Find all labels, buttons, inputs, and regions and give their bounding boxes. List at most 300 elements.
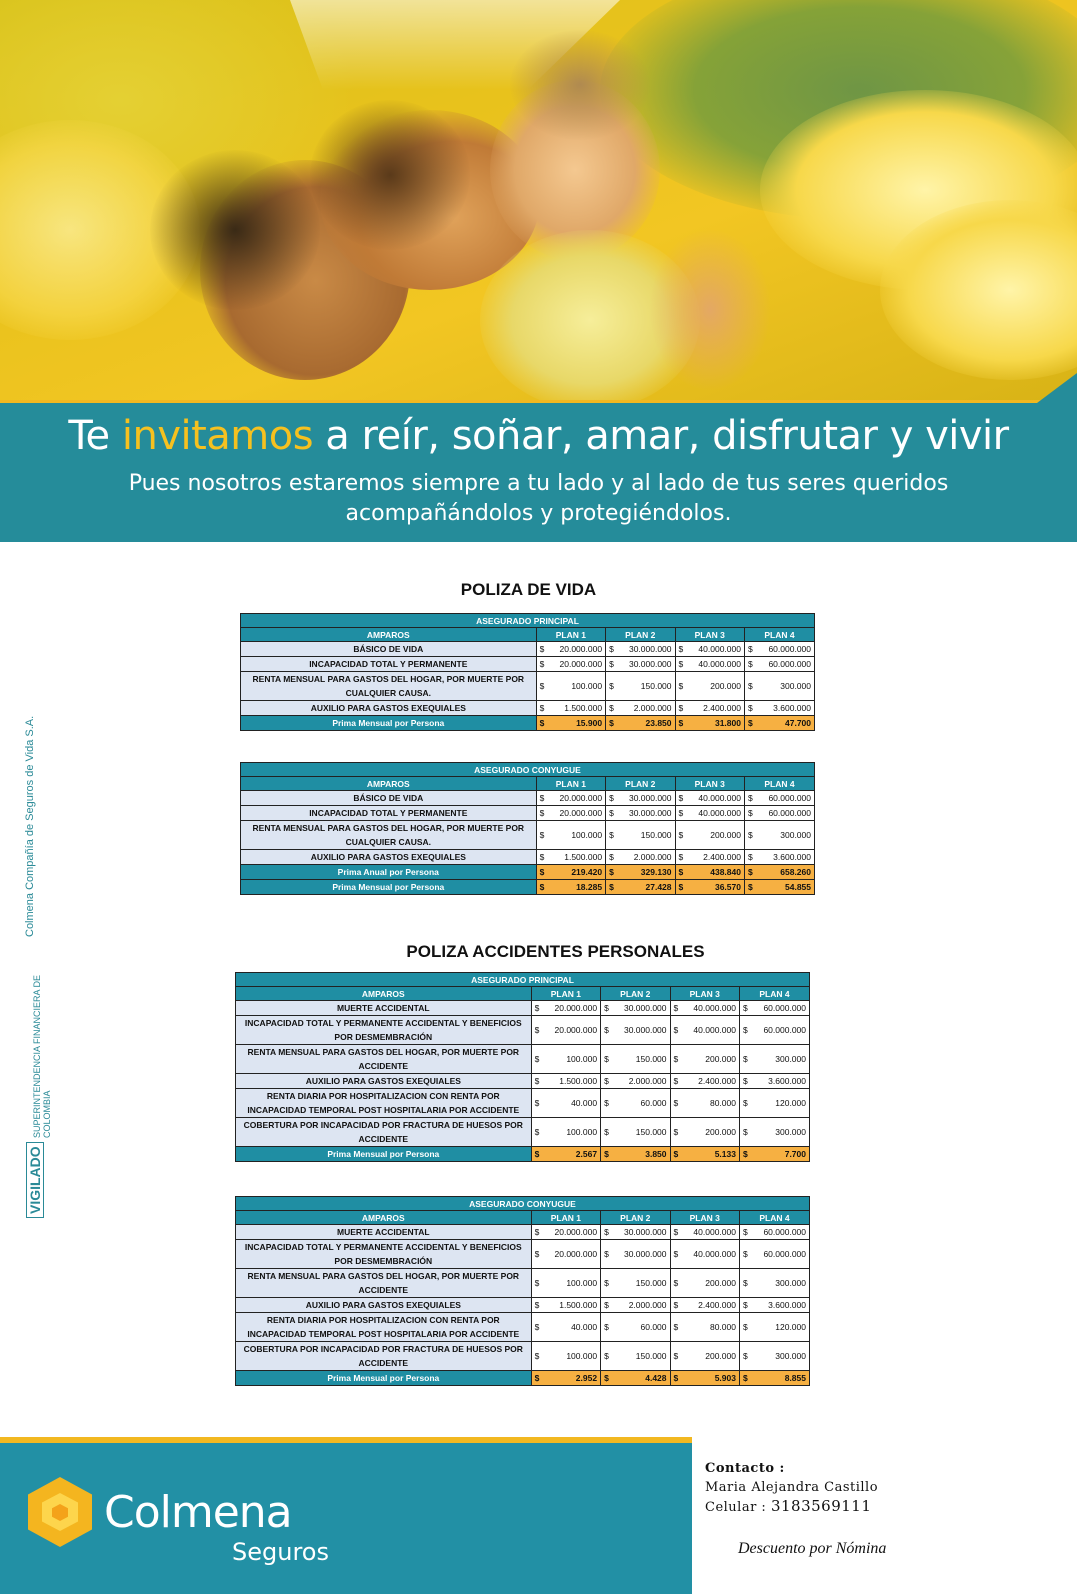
plan-value: 200.000: [705, 1054, 736, 1064]
table-row: [241, 821, 815, 850]
plan-value: 20.000.000: [559, 659, 603, 669]
plan-value: 150.000: [640, 830, 672, 840]
plan-value-cell: [744, 642, 814, 657]
plan-value-cell: [531, 1313, 600, 1342]
plan-value: 2.000.000: [633, 703, 672, 713]
table-row: [236, 1240, 810, 1269]
currency-symbol: $: [742, 1300, 748, 1310]
plan-value-cell: [606, 672, 675, 701]
group-header: ASEGURADO CONYUGUE: [241, 763, 815, 777]
row-label: INCAPACIDAD TOTAL Y PERMANENTE: [241, 806, 537, 821]
currency-symbol: $: [678, 659, 684, 669]
currency-symbol: $: [678, 852, 684, 862]
currency-symbol: $: [747, 867, 753, 877]
plan-value: 100.000: [566, 1127, 598, 1137]
plan-value: 1.500.000: [559, 1076, 598, 1086]
plan-value: 20.000.000: [554, 1227, 598, 1237]
row-label: Prima Anual por Persona: [241, 865, 537, 880]
plan-value-cell: [606, 865, 675, 880]
plan-value-cell: [675, 880, 744, 895]
slogan-line-2: Pues nosotros estaremos siempre a tu lado y al lado de tus seres queridos: [128, 471, 949, 496]
currency-symbol: $: [604, 1098, 609, 1108]
brand-subtitle: Seguros: [232, 1538, 329, 1566]
plan-header: PLAN 3: [670, 1211, 739, 1225]
plan-value-cell: [744, 880, 814, 895]
plan-value: 3.600.000: [773, 852, 811, 862]
currency-symbol: $: [747, 830, 753, 840]
plan-value-cell: [670, 1118, 739, 1147]
plan-header: PLAN 1: [531, 987, 600, 1001]
plan-value: 30.000.000: [628, 793, 672, 803]
plan-value-cell: [601, 1147, 670, 1162]
group-header: ASEGURADO CONYUGUE: [236, 1197, 810, 1211]
plan-value: 47.700: [785, 718, 811, 728]
plan-value: 20.000.000: [559, 808, 603, 818]
currency-symbol: $: [609, 681, 614, 691]
plan-value-cell: [601, 1045, 670, 1074]
currency-symbol: $: [609, 852, 614, 862]
row-label: MUERTE ACCIDENTAL: [236, 1225, 532, 1240]
currency-symbol: $: [673, 1249, 679, 1259]
plan-value-cell: [739, 1118, 809, 1147]
currency-symbol: $: [673, 1054, 679, 1064]
plan-value-cell: [531, 1147, 600, 1162]
plan-value: 2.000.000: [628, 1300, 667, 1310]
amparos-header: AMPAROS: [241, 777, 537, 791]
currency-symbol: $: [609, 882, 614, 892]
slogan-line-3: acompañándolos y protegiéndolos.: [345, 501, 732, 526]
row-label: COBERTURA POR INCAPACIDAD POR FRACTURA DE HUESOS POR ACCIDENTE: [236, 1118, 532, 1147]
plan-value-cell: [675, 806, 744, 821]
currency-symbol: $: [673, 1373, 679, 1383]
contact-title: Contacto :: [705, 1461, 785, 1476]
row-label: Prima Mensual por Persona: [236, 1147, 532, 1162]
plan-value-cell: [531, 1118, 600, 1147]
phone-label: Celular :: [705, 1500, 771, 1515]
plan-value: 30.000.000: [628, 644, 672, 654]
currency-symbol: $: [673, 1351, 679, 1361]
currency-symbol: $: [604, 1054, 609, 1064]
currency-symbol: $: [673, 1003, 679, 1013]
plan-value-cell: [675, 657, 744, 672]
table-row: [241, 850, 815, 865]
plan-value-cell: [739, 1313, 809, 1342]
table-row: [241, 791, 815, 806]
plan-value-cell: [739, 1074, 809, 1089]
table-row: [236, 1313, 810, 1342]
plan-value: 100.000: [571, 830, 603, 840]
table-row: [241, 657, 815, 672]
plan-value-cell: [601, 1240, 670, 1269]
plan-value-cell: [531, 1074, 600, 1089]
currency-symbol: $: [604, 1373, 609, 1383]
plan-value: 120.000: [775, 1322, 806, 1332]
plan-value: 40.000.000: [693, 1025, 736, 1035]
plan-value-cell: [601, 1313, 670, 1342]
currency-symbol: $: [609, 867, 614, 877]
currency-symbol: $: [673, 1149, 679, 1159]
plan-value-cell: [536, 672, 605, 701]
plan-value: 150.000: [640, 681, 672, 691]
currency-symbol: $: [742, 1227, 748, 1237]
currency-symbol: $: [539, 793, 545, 803]
row-label: AUXILIO PARA GASTOS EXEQUIALES: [236, 1074, 532, 1089]
currency-symbol: $: [604, 1249, 609, 1259]
currency-symbol: $: [678, 718, 684, 728]
row-label: RENTA MENSUAL PARA GASTOS DEL HOGAR, POR MUERTE POR ACCIDENTE: [236, 1045, 532, 1074]
plan-value: 1.500.000: [559, 1300, 598, 1310]
currency-symbol: $: [604, 1278, 609, 1288]
plan-value-cell: [531, 1269, 600, 1298]
plan-value-cell: [531, 1225, 600, 1240]
plan-value-cell: [536, 865, 605, 880]
plan-value-cell: [739, 1298, 809, 1313]
plan-value: 300.000: [775, 1127, 806, 1137]
plan-value: 3.600.000: [768, 1076, 806, 1086]
amparos-header: AMPAROS: [236, 1211, 532, 1225]
currency-symbol: $: [742, 1098, 748, 1108]
plan-value-cell: [739, 1147, 809, 1162]
plan-value-cell: [744, 657, 814, 672]
plan-header: PLAN 4: [744, 628, 814, 642]
plan-value: 60.000.000: [768, 659, 811, 669]
currency-symbol: $: [609, 644, 614, 654]
plan-value-cell: [670, 1074, 739, 1089]
plan-value-cell: [675, 791, 744, 806]
plan-value: 300.000: [775, 1351, 806, 1361]
slogan-subtitle: [0, 469, 1077, 529]
plan-value: 100.000: [566, 1054, 598, 1064]
plan-value-cell: [531, 1298, 600, 1313]
row-label: INCAPACIDAD TOTAL Y PERMANENTE ACCIDENTAL Y BENEFICIOS POR DESMEMBRACIÓN: [236, 1016, 532, 1045]
plan-value-cell: [744, 701, 814, 716]
plan-value: 54.855: [785, 882, 811, 892]
plan-value-cell: [739, 1371, 809, 1386]
plan-value: 30.000.000: [623, 1025, 667, 1035]
prima-row: [241, 880, 815, 895]
plan-value-cell: [675, 850, 744, 865]
plan-value: 20.000.000: [554, 1025, 598, 1035]
currency-symbol: $: [609, 718, 614, 728]
plan-value: 36.570: [714, 882, 741, 892]
currency-symbol: $: [604, 1322, 609, 1332]
vigilado-badge: VIGILADO: [26, 1142, 44, 1218]
currency-symbol: $: [539, 852, 545, 862]
plan-value-cell: [739, 1240, 809, 1269]
currency-symbol: $: [678, 830, 684, 840]
plan-value-cell: [670, 1089, 739, 1118]
plan-value: 20.000.000: [559, 793, 603, 803]
currency-symbol: $: [534, 1322, 540, 1332]
currency-symbol: $: [604, 1351, 609, 1361]
slogan-band: [0, 400, 1077, 542]
currency-symbol: $: [742, 1054, 748, 1064]
plan-value: 18.285: [576, 882, 603, 892]
plan-value-cell: [606, 806, 675, 821]
plan-value: 300.000: [780, 681, 811, 691]
group-header: ASEGURADO PRINCIPAL: [236, 973, 810, 987]
plan-value-cell: [744, 806, 814, 821]
slogan-highlight: invitamos: [121, 413, 314, 459]
plan-value: 300.000: [775, 1054, 806, 1064]
plan-value-cell: [536, 701, 605, 716]
plan-header: PLAN 2: [601, 1211, 670, 1225]
plan-value: 40.000.000: [693, 1003, 736, 1013]
plan-value: 60.000.000: [763, 1003, 806, 1013]
plan-value-cell: [670, 1313, 739, 1342]
table-row: [236, 1016, 810, 1045]
plan-header: PLAN 2: [606, 628, 675, 642]
table-row: [236, 1118, 810, 1147]
currency-symbol: $: [747, 852, 753, 862]
plan-value: 15.900: [576, 718, 603, 728]
currency-symbol: $: [534, 1227, 540, 1237]
currency-symbol: $: [534, 1076, 540, 1086]
currency-symbol: $: [673, 1127, 679, 1137]
plan-value-cell: [739, 1342, 809, 1371]
plan-header: PLAN 3: [675, 777, 744, 791]
row-label: BÁSICO DE VIDA: [241, 642, 537, 657]
plan-value: 60.000.000: [768, 644, 811, 654]
plan-value-cell: [675, 701, 744, 716]
plan-value-cell: [536, 880, 605, 895]
plan-value: 2.400.000: [698, 1300, 736, 1310]
plan-value-cell: [675, 865, 744, 880]
currency-symbol: $: [539, 659, 545, 669]
row-label: Prima Mensual por Persona: [241, 880, 537, 895]
plan-value-cell: [739, 1225, 809, 1240]
plan-value: 219.420: [571, 867, 603, 877]
currency-symbol: $: [604, 1025, 609, 1035]
plan-value: 120.000: [775, 1098, 806, 1108]
plan-value: 658.260: [780, 867, 811, 877]
slogan-headline: [0, 413, 1077, 459]
plan-value: 30.000.000: [623, 1003, 667, 1013]
currency-symbol: $: [534, 1300, 540, 1310]
plan-value: 30.000.000: [623, 1249, 667, 1259]
table-row: [236, 1074, 810, 1089]
plan-value-cell: [601, 1342, 670, 1371]
plan-value-cell: [531, 1342, 600, 1371]
plan-value-cell: [675, 642, 744, 657]
plan-value-cell: [739, 1089, 809, 1118]
plan-value-cell: [531, 1371, 600, 1386]
plan-value: 100.000: [566, 1351, 598, 1361]
plan-value: 2.400.000: [703, 852, 741, 862]
plan-value: 20.000.000: [559, 644, 603, 654]
plan-value: 40.000.000: [693, 1249, 736, 1259]
currency-symbol: $: [609, 793, 614, 803]
plan-value-cell: [670, 1342, 739, 1371]
brand-name: Colmena: [104, 1487, 292, 1538]
row-label: COBERTURA POR INCAPACIDAD POR FRACTURA DE HUESOS POR ACCIDENTE: [236, 1342, 532, 1371]
plan-value: 23.850: [645, 718, 672, 728]
currency-symbol: $: [673, 1076, 679, 1086]
plan-value-cell: [531, 1001, 600, 1016]
plan-value-cell: [744, 672, 814, 701]
plan-value-cell: [744, 821, 814, 850]
plan-value: 40.000: [571, 1322, 598, 1332]
plan-value: 31.800: [714, 718, 741, 728]
currency-symbol: $: [747, 718, 753, 728]
plan-value: 2.000.000: [628, 1076, 667, 1086]
currency-symbol: $: [539, 882, 545, 892]
plan-value: 40.000.000: [698, 644, 741, 654]
plan-value: 2.400.000: [703, 703, 741, 713]
plan-value: 3.600.000: [773, 703, 811, 713]
plan-value: 300.000: [780, 830, 811, 840]
currency-symbol: $: [609, 703, 614, 713]
plan-value-cell: [744, 791, 814, 806]
plan-value-cell: [606, 880, 675, 895]
currency-symbol: $: [747, 793, 753, 803]
row-label: MUERTE ACCIDENTAL: [236, 1001, 532, 1016]
plan-value-cell: [531, 1089, 600, 1118]
currency-symbol: $: [539, 718, 545, 728]
currency-symbol: $: [539, 703, 545, 713]
plan-value-cell: [739, 1016, 809, 1045]
plan-value: 60.000.000: [768, 793, 811, 803]
plan-value: 200.000: [705, 1127, 736, 1137]
row-label: AUXILIO PARA GASTOS EXEQUIALES: [236, 1298, 532, 1313]
currency-symbol: $: [673, 1278, 679, 1288]
table-row: [241, 672, 815, 701]
plan-value-cell: [536, 642, 605, 657]
plan-header: PLAN 4: [739, 987, 809, 1001]
currency-symbol: $: [534, 1278, 540, 1288]
plan-value-cell: [601, 1001, 670, 1016]
currency-symbol: $: [742, 1003, 748, 1013]
plan-value-cell: [739, 1045, 809, 1074]
amparos-header: AMPAROS: [236, 987, 532, 1001]
table-row: [236, 1342, 810, 1371]
row-label: RENTA DIARIA POR HOSPITALIZACION CON RENTA POR INCAPACIDAD TEMPORAL POST HOSPITALARIA POR ACCIDENTE: [236, 1089, 532, 1118]
plan-value-cell: [670, 1240, 739, 1269]
currency-symbol: $: [534, 1054, 540, 1064]
currency-symbol: $: [678, 882, 684, 892]
plan-value-cell: [601, 1371, 670, 1386]
vida-conyugue-table: [240, 762, 815, 895]
plan-value: 40.000.000: [698, 808, 741, 818]
plan-value-cell: [531, 1240, 600, 1269]
plan-value: 60.000.000: [763, 1227, 806, 1237]
discount-note: Descuento por Nómina: [738, 1540, 887, 1557]
plan-value: 40.000.000: [698, 659, 741, 669]
currency-symbol: $: [534, 1003, 540, 1013]
currency-symbol: $: [604, 1003, 609, 1013]
plan-value-cell: [739, 1001, 809, 1016]
plan-value: 7.700: [784, 1149, 806, 1159]
plan-value: 30.000.000: [628, 659, 672, 669]
plan-header: PLAN 3: [675, 628, 744, 642]
table-row: [236, 1045, 810, 1074]
plan-value-cell: [670, 1225, 739, 1240]
currency-symbol: $: [742, 1149, 748, 1159]
currency-symbol: $: [534, 1249, 540, 1259]
currency-symbol: $: [609, 659, 614, 669]
plan-value-cell: [536, 806, 605, 821]
prima-row: [241, 865, 815, 880]
plan-value: 27.428: [645, 882, 672, 892]
currency-symbol: $: [742, 1076, 748, 1086]
plan-header: PLAN 2: [601, 987, 670, 1001]
plan-value: 2.400.000: [698, 1076, 736, 1086]
row-label: RENTA MENSUAL PARA GASTOS DEL HOGAR, POR MUERTE POR CUALQUIER CAUSA.: [241, 821, 537, 850]
currency-symbol: $: [678, 793, 684, 803]
table-row: [241, 642, 815, 657]
plan-value-cell: [536, 850, 605, 865]
currency-symbol: $: [604, 1300, 609, 1310]
plan-value: 100.000: [571, 681, 603, 691]
table-row: [236, 1001, 810, 1016]
plan-value: 438.840: [710, 867, 741, 877]
currency-symbol: $: [673, 1300, 679, 1310]
plan-value: 60.000: [640, 1098, 667, 1108]
currency-symbol: $: [609, 830, 614, 840]
contact-block: [705, 1461, 878, 1515]
plan-value: 300.000: [775, 1278, 806, 1288]
plan-value: 100.000: [566, 1278, 598, 1288]
plan-value: 60.000.000: [763, 1025, 806, 1035]
plan-value-cell: [670, 1371, 739, 1386]
plan-value: 80.000: [709, 1098, 736, 1108]
plan-value-cell: [744, 865, 814, 880]
plan-value: 60.000.000: [768, 808, 811, 818]
currency-symbol: $: [742, 1025, 748, 1035]
currency-symbol: $: [534, 1351, 540, 1361]
plan-value: 40.000.000: [698, 793, 741, 803]
contact-name: Maria Alejandra Castillo: [705, 1480, 879, 1495]
currency-symbol: $: [673, 1098, 679, 1108]
row-label: INCAPACIDAD TOTAL Y PERMANENTE ACCIDENTAL Y BENEFICIOS POR DESMEMBRACIÓN: [236, 1240, 532, 1269]
table-row: [236, 1298, 810, 1313]
currency-symbol: $: [747, 681, 753, 691]
plan-header: PLAN 1: [531, 1211, 600, 1225]
plan-value-cell: [531, 1016, 600, 1045]
plan-value: 200.000: [705, 1278, 736, 1288]
plan-value-cell: [536, 716, 605, 731]
row-label: RENTA MENSUAL PARA GASTOS DEL HOGAR, POR MUERTE POR ACCIDENTE: [236, 1269, 532, 1298]
plan-value-cell: [606, 657, 675, 672]
currency-symbol: $: [747, 882, 753, 892]
plan-value-cell: [606, 701, 675, 716]
currency-symbol: $: [678, 867, 684, 877]
plan-value: 1.500.000: [564, 703, 603, 713]
row-label: BÁSICO DE VIDA: [241, 791, 537, 806]
plan-value: 8.855: [784, 1373, 806, 1383]
currency-symbol: $: [747, 808, 753, 818]
accidentes-principal-table: [235, 972, 810, 1162]
table-row: [236, 1089, 810, 1118]
currency-symbol: $: [678, 703, 684, 713]
table-row: [236, 1269, 810, 1298]
family-illustration: [150, 40, 810, 400]
currency-symbol: $: [673, 1025, 679, 1035]
plan-value: 2.952: [575, 1373, 598, 1383]
plan-value: 40.000.000: [693, 1227, 736, 1237]
plan-value-cell: [606, 716, 675, 731]
plan-value: 2.567: [575, 1149, 598, 1159]
plan-value: 329.130: [640, 867, 672, 877]
plan-value-cell: [675, 672, 744, 701]
currency-symbol: $: [742, 1278, 748, 1288]
plan-value: 60.000: [640, 1322, 667, 1332]
plan-value-cell: [606, 850, 675, 865]
currency-symbol: $: [604, 1076, 609, 1086]
plan-value: 200.000: [710, 830, 741, 840]
plan-value-cell: [670, 1298, 739, 1313]
row-label: AUXILIO PARA GASTOS EXEQUIALES: [241, 701, 537, 716]
